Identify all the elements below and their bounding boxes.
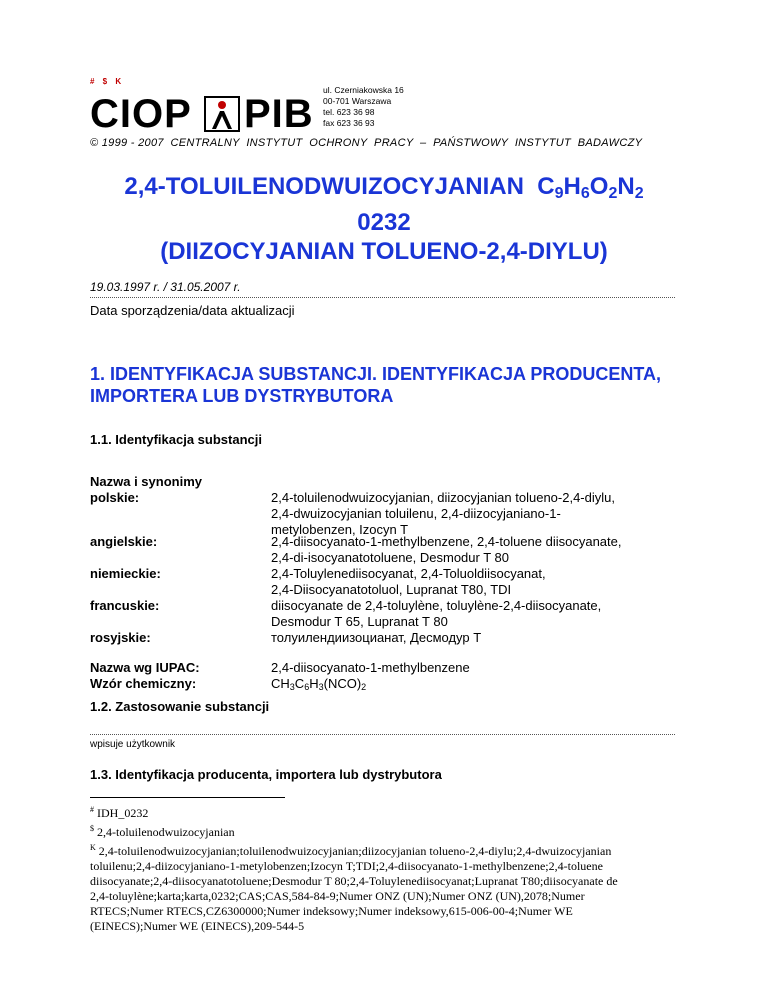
iupac-label: Nazwa wg IUPAC: [90, 660, 200, 675]
french-label: francuskie: [90, 598, 160, 613]
title-line-3: (DIIZOCYJANIAN TOLUENO-2,4-DIYLU) [160, 238, 608, 265]
chemical-formula: $CH_3C_6H_3(NCO)_2$ [271, 676, 367, 692]
german-names: 2,4-Toluylenediisocyanat, 2,4-Toluoldiisocyanat, 2,4-Diisocyanatotoluol, Lupranat T80, TDI [271, 566, 546, 597]
footnote-dollar: $ 2,4-toluilenodwuizocyjanian [90, 824, 235, 839]
footnote-hash: # IDH_0232 [90, 805, 149, 820]
dates-label: Data sporządzenia/data aktualizacji [90, 303, 295, 318]
german-label: niemieckie: [90, 566, 161, 581]
footnotes [90, 802, 690, 934]
logo-text-ciop: CIOP [90, 92, 192, 136]
russian-label: rosyjskie: [90, 630, 151, 645]
document-title [60, 172, 708, 266]
card-number: 0232 [357, 209, 411, 236]
address-line: fax 623 36 93 [323, 118, 375, 128]
polish-names: 2,4-toluilenodwuizocyjanian, diizocyjanian tolueno-2,4-diylu, 2,4-dwuizocyjanian toluilenu, 2,4-diizocyjaniano-1- metylobenzen, Izocyn T [271, 490, 615, 537]
footnote-marks: # $ K [90, 77, 125, 86]
section-1-heading: 1. IDENTYFIKACJA SUBSTANCJI. IDENTYFIKACJA PRODUCENTA, IMPORTERA LUB DYSTRYBUTORA [90, 364, 662, 406]
iupac-name: 2,4-diisocyanato-1-methylbenzene [271, 660, 470, 675]
english-label: angielskie: [90, 534, 158, 549]
french-names: diisocyanate de 2,4-toluylène, toluylène-2,4-diisocyanate, Desmodur T 65, Lupranat T 80 [271, 598, 602, 629]
address-line: ul. Czerniakowska 16 [323, 85, 404, 95]
russian-names: толуилендиизоцианат, Десмодур Т [271, 630, 482, 645]
ciop-pib-logo [90, 92, 314, 136]
english-names: 2,4-diisocyanato-1-methylbenzene, 2,4-toluene diisocyanate, 2,4-di-isocyanatotoluene, Desmodur T 80 [271, 534, 622, 565]
dotted-divider [90, 734, 675, 735]
subsection-1-1-heading: 1.1. Identyfikacja substancji [90, 432, 262, 447]
title-line-1 [60, 172, 708, 208]
dates-value: 19.03.1997 r. / 31.05.2007 r. [90, 280, 241, 294]
title-formula: $C_9H_6O_2N_2$ [537, 173, 644, 202]
address-line: 00-701 Warszawa [323, 96, 392, 106]
dotted-divider [90, 297, 675, 298]
worker-icon [204, 96, 240, 132]
subsection-1-2-heading: 1.2. Zastosowanie substancji [90, 699, 270, 714]
names-label: Nazwa i synonimy polskie: [90, 474, 202, 505]
footnote-k: $^K$ 2,4-toluilenodwuizocyjanian;toluilenodwuizocyjanian;diizocyjanian tolueno-2,4-diylu;2,4-dwuizocyjanian toluilenu;2,4-diizocyjaniano-1-metylobenzen;Izocyn T;TDI;2,4-diisocyanato-1-methylbenzene;2,4-toluene diisocyanate;2,4-diisocyanatotoluene;Desmodur T 80;2,4-Toluylenediisocyanat;Lupranat T80;diisocyanate de 2,4-toluylène;karta;karta,0232;CAS;CAS,584-84-9;Numer ONZ (UN);Numer ONZ (UN),2078;Numer RTECS;Numer RTECS,CZ6300000;Numer indeksowy;Numer indeksowy,615-006-00-4;Numer WE (EINECS);Numer WE (EINECS),209-544-5 [90, 843, 618, 933]
copyright-line: © 1999 - 2007 CENTRALNY INSTYTUT OCHRONY PRACY – PAŃSTWOWY INSTYTUT BADAWCZY [90, 137, 643, 149]
logo-text-pib: PIB [244, 92, 314, 136]
user-entry-note: wpisuje użytkownik [90, 739, 176, 750]
footnote-separator [90, 797, 285, 798]
substance-name: 2,4-TOLUILENODWUIZOCYJANIAN [124, 173, 524, 200]
address-line: tel. 623 36 98 [323, 107, 375, 117]
subsection-1-3-heading: 1.3. Identyfikacja producenta, importera lub dystrybutora [90, 767, 442, 782]
formula-label: Wzór chemiczny: [90, 676, 197, 691]
institute-address [323, 85, 404, 129]
